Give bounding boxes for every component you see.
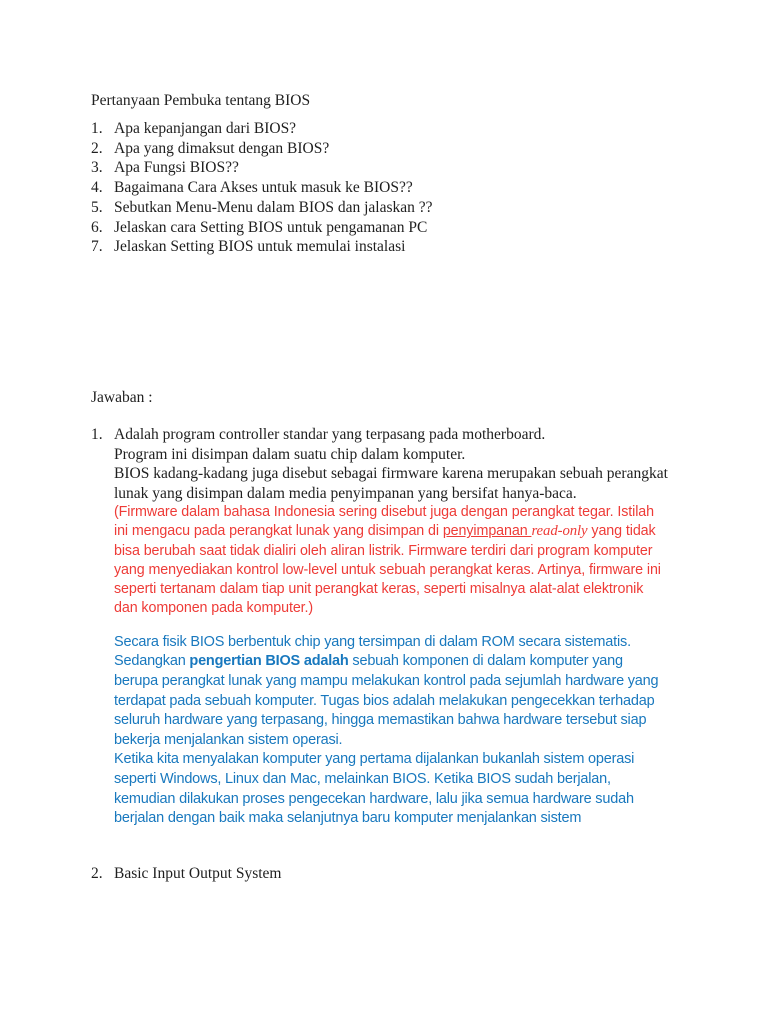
answer-item-2 bbox=[91, 864, 691, 884]
question-item bbox=[91, 139, 671, 159]
answer-line-motherboard: Adalah program controller standar yang terpasang pada motherboard. bbox=[114, 426, 546, 443]
question-item bbox=[91, 158, 671, 178]
answer-1-content bbox=[114, 425, 670, 829]
question-item bbox=[91, 119, 671, 139]
answers-heading: Jawaban : bbox=[91, 389, 153, 406]
blue-para1-text: Secara fisik BIOS berbentuk chip yang tersimpan di dalam ROM secara sistematis. bbox=[114, 633, 631, 650]
question-text: Jelaskan cara Setting BIOS untuk pengamanan PC bbox=[114, 218, 428, 236]
question-number: 5. bbox=[91, 198, 103, 216]
question-item bbox=[91, 198, 671, 218]
question-text: Sebutkan Menu-Menu dalam BIOS dan jalaskan ?? bbox=[114, 198, 433, 216]
red-note-part1: (Firmware dalam bahasa Indonesia sering disebut juga dengan perangkat tegar. Istilah ini mengacu pada perangkat lunak yang disimpan di bbox=[114, 504, 654, 540]
question-number: 1. bbox=[91, 120, 103, 137]
red-note-italic: read-only bbox=[531, 523, 588, 540]
blue-para2-bold: pengertian BIOS adalah bbox=[189, 653, 349, 670]
question-list bbox=[91, 119, 671, 257]
firmware-note-red bbox=[114, 503, 670, 619]
question-item bbox=[91, 237, 671, 257]
page-title: Pertanyaan Pembuka tentang BIOS bbox=[91, 92, 311, 109]
question-number: 4. bbox=[91, 179, 103, 197]
answer-line-firmware: BIOS kadang-kadang juga disebut sebagai firmware karena merupakan sebuah perangkat lunak yang disimpan dalam media penyimpanan yang bersifat hanya-baca. bbox=[114, 465, 668, 502]
answer-line-chip: Program ini disimpan dalam suatu chip dalam komputer. bbox=[114, 445, 466, 463]
question-item bbox=[91, 178, 671, 198]
red-note-part2: yang tidak bisa berubah saat tidak dialiri oleh aliran listrik. Firmware terdiri dari program komputer yang menyediakan kontrol low-level untuk sebuah perangkat keras. Artinya, firmware ini seperti tertanam dalam tiap unit perangkat keras, seperti misalnya alat-alat elektronik dan komponen pada komputer.) bbox=[114, 523, 661, 617]
paragraph-spacer bbox=[114, 619, 670, 633]
question-text: Apa yang dimaksut dengan BIOS? bbox=[114, 139, 330, 157]
blue-para2-part2: sebuah komponen di dalam komputer yang berupa perangkat lunak yang mampu melakukan kontrol pada sejumlah hardware yang terdapat pada sebuah komputer. Tugas bios adalah melakukan pengecekkan terhadap seluruh hardware yang terpasang, hingga memastikan bahwa hardware tersebut siap bekerja menjalankan sistem operasi. bbox=[114, 653, 659, 748]
blue-para3-text: Ketika kita menyalakan komputer yang pertama dijalankan bukanlah sistem operasi seperti Windows, Linux dan Mac, melainkan BIOS. Ketika BIOS sudah berjalan, kemudian dilakukan proses pengecekan hardware, lalu jika semua hardware sudah berjalan dengan baik maka selanjutnya baru komputer menjalankan sistem bbox=[114, 751, 635, 827]
question-item bbox=[91, 218, 671, 238]
question-number: 3. bbox=[91, 159, 103, 177]
question-text: Apa kepanjangan dari BIOS? bbox=[114, 120, 297, 137]
answer-number: 1. bbox=[91, 426, 103, 443]
question-text: Jelaskan Setting BIOS untuk memulai instalasi bbox=[114, 238, 406, 256]
bios-physical-paragraph bbox=[114, 633, 670, 653]
blue-para2-part1: Sedangkan bbox=[114, 653, 190, 670]
question-number: 6. bbox=[91, 218, 103, 236]
answer-2-text: Basic Input Output System bbox=[114, 865, 282, 882]
answer-item-1 bbox=[91, 425, 691, 829]
question-number: 7. bbox=[91, 238, 103, 256]
question-text: Bagaimana Cara Akses untuk masuk ke BIOS?? bbox=[114, 179, 413, 197]
question-number: 2. bbox=[91, 139, 103, 157]
answer-number: 2. bbox=[91, 865, 103, 882]
bios-boot-paragraph bbox=[114, 750, 670, 828]
question-text: Apa Fungsi BIOS?? bbox=[114, 159, 239, 177]
bios-definition-paragraph bbox=[114, 652, 670, 750]
red-note-underlined: penyimpanan bbox=[442, 523, 532, 540]
